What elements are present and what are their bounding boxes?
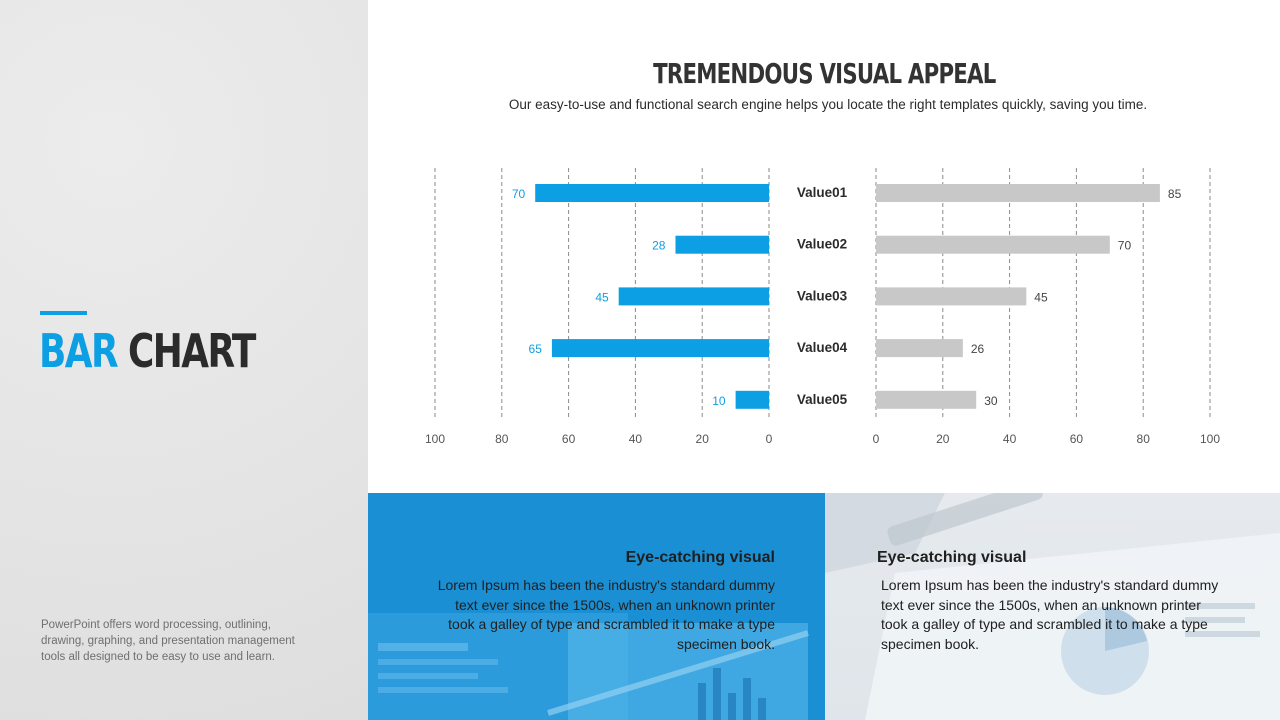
x-tick-label: 80 — [1136, 432, 1150, 446]
category-label: Value02 — [796, 236, 848, 252]
chart-subheading: Our easy-to-use and functional search engine helps you locate the right templates quickly, saving you time. — [508, 97, 1148, 112]
data-label-left: 10 — [712, 393, 726, 408]
x-tick-label: 40 — [628, 432, 643, 446]
x-tick-label: 100 — [1199, 432, 1221, 446]
chart-heading-text: TREMENDOUS VISUAL APPEAL — [652, 57, 996, 90]
slide-title-part1: BAR — [39, 324, 118, 378]
data-label-right: 30 — [984, 393, 998, 408]
butterfly-bar-chart — [368, 150, 1280, 460]
panel-text: Lorem Ipsum has been the industry's standard dummy text ever since the 1500s, when an unknown printer took a galley of type and scrambled it to make a type specimen book. — [881, 577, 1219, 652]
data-label-left: 65 — [528, 342, 542, 357]
bar-right — [876, 236, 1110, 254]
bar-right — [876, 287, 1026, 305]
category-label: Value05 — [796, 391, 848, 407]
x-tick-label: 60 — [1069, 432, 1084, 446]
category-label: Value04 — [796, 340, 848, 356]
slide-title-part2: CHART — [128, 324, 255, 378]
panel-text: Lorem Ipsum has been the industry's standard dummy text ever since the 1500s, when an unknown printer took a galley of type and scrambled it to make a type specimen book. — [437, 577, 775, 652]
data-label-right: 26 — [970, 342, 985, 357]
feature-panel-right — [825, 493, 1280, 720]
panel-title: Eye-catching visual — [625, 549, 775, 566]
panel-title: Eye-catching visual — [877, 549, 1027, 566]
data-label-right: 45 — [1034, 290, 1048, 305]
bar-right — [876, 391, 976, 409]
x-tick-label: 0 — [765, 432, 773, 446]
x-tick-label: 60 — [561, 432, 576, 446]
x-tick-label: 100 — [424, 432, 446, 446]
slide-title — [39, 323, 255, 379]
bars-layer — [535, 184, 1160, 409]
category-label: Value01 — [796, 185, 848, 200]
x-tick-label: 40 — [1002, 432, 1017, 446]
x-tick-label: 20 — [695, 432, 709, 446]
bar-right — [876, 184, 1160, 202]
chart-heading — [368, 57, 1280, 91]
data-label-left: 70 — [511, 187, 526, 201]
labels-layer — [425, 185, 1220, 446]
data-label-right: 85 — [1167, 187, 1182, 201]
bar-left — [619, 287, 769, 305]
bar-left — [675, 236, 769, 254]
bar-left — [552, 339, 769, 357]
x-tick-label: 80 — [495, 432, 509, 446]
bar-left — [535, 184, 769, 202]
left-description: PowerPoint offers word processing, outlining, drawing, graphing, and presentation management tools all designed to be easy to use and learn. — [41, 619, 295, 663]
bar-left — [736, 391, 769, 409]
feature-panel-left — [368, 493, 825, 720]
title-accent-bar — [40, 311, 87, 315]
x-tick-label: 0 — [872, 432, 880, 446]
x-tick-label: 20 — [936, 432, 950, 446]
category-label: Value03 — [796, 288, 848, 304]
data-label-left: 28 — [652, 238, 666, 253]
bar-right — [876, 339, 963, 357]
left-panel — [0, 0, 368, 720]
data-label-right: 70 — [1117, 238, 1132, 253]
data-label-left: 45 — [595, 290, 609, 305]
